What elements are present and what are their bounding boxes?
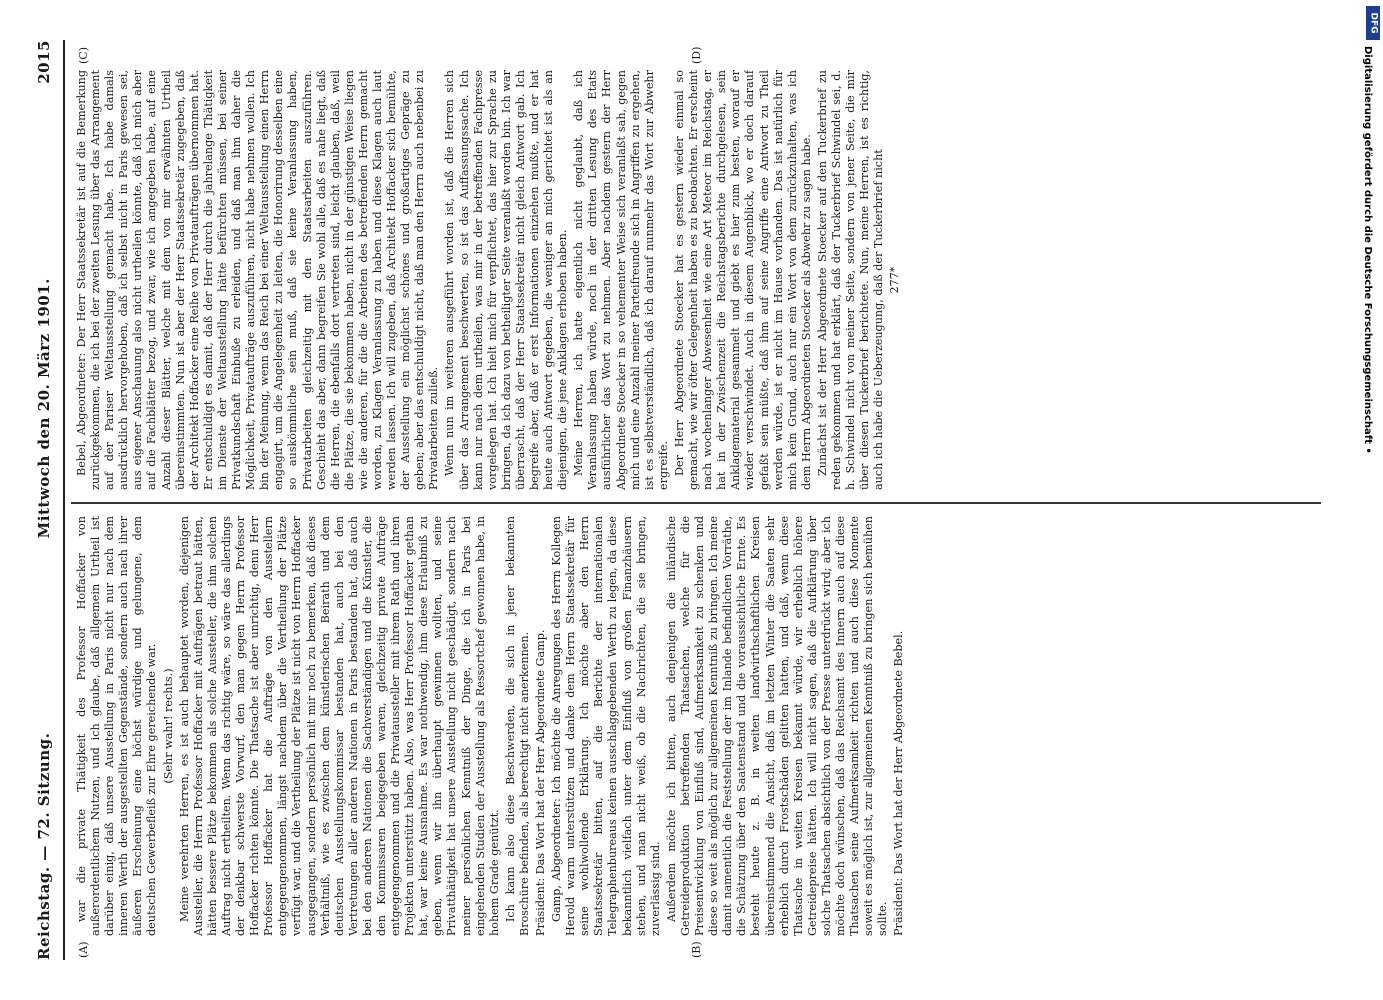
newspaper-page [35, 40, 1325, 960]
margin-mark-a: (A) [77, 941, 90, 958]
header-date: Mittwoch den 20. März 1901. [35, 278, 53, 539]
left-column-paragraph: Außerdem möchte ich bitten, auch denjenigen die inländische Getreideproduktion betreffenden Thatsachen, welche für die Preisentwicklung von Einfluß sind, Aufmerksamkeit zu schenken und diese so weit als möglich zur allgemeinen Kenntniß zu bringen. Ich meine damit namentlich die Feststellung der im Inlande befindlichen Vorräthe, die Schätzung über den Saatenstand und die voraussichtliche Ernte. Es besteht heute z. B. in weiten landwirthschaftlichen Kreisen übereinstimmend die Ansicht, daß im letzten Winter die Saaten sehr erheblich durch Frostschäden gelitten hatten, und daß, wenn diese Thatsache in weiten Kreisen bekannt würde, wir erheblich höhere Getreidepreise hätten. Ich will nicht sagen, daß die Aufklärung über solche Thatsachen absichtlich von der Presse unterdrückt wird; aber ich möchte doch wünschen, daß das Reichsamt des Innern auch auf diese Thatsachen seine Aufmerksamkeit richten und auch diese Momente soweit es möglich ist, zur allgemeinen Kenntniß zu bringen sich bemühen sollte. [664, 516, 890, 936]
left-column-paragraph: Präsident: Das Wort hat der Herr Abgeordnete Bebel. [892, 630, 906, 936]
page-number: 2015 [35, 40, 53, 84]
margin-mark-b: (B) [690, 941, 703, 958]
left-column-paragraph: war die private Thätigkeit des Professor Hoffacker von außerordentlichem Nutzen, und ich glaube, daß allgemein Urtheil ist darüber einig, daß unsere Ausstellung in Paris nicht nur nach dem inneren Werth der ausgestellten Gegenstände, sondern auch nach ihrer äußeren Erscheinung eine höchst würdige und gelungene, dem deutschen Gewerbefleiß zur Ehre gereichende war. [75, 516, 159, 936]
left-column-paragraph: Präsident: Das Wort hat der Herr Abgeordnete Gamp. [534, 629, 547, 936]
right-column-paragraph: Der Herr Abgeordnete Stoecker hat es gestern wieder einmal so gemacht, wie wir öfter Gelegenheit haben es zu beobachten. Er erscheint nach wochenlanger Abwesenheit wie eine Art Meteor im Reichstag, er hat in der Zwischenzeit die Reichstagsberichte durchgelesen, sein Anklagematerial gesammelt und giebt es hier zum besten, worauf er wieder verschwindet. Auch in diesem Augenblick, wo er doch darauf gefaßt sein müßte, daß ihm auf seine Angriffe eine Antwort zu Theil werden würde, ist er nicht im Hause vorhanden. Das ist natürlich für mich kein Grund, auch nur ein Wort von dem zurückzuhalten, was ich dem Herrn Abgeordneten Stoecker als Abwehr zu sagen habe. [672, 70, 813, 490]
header-rule [63, 40, 65, 960]
right-column-paragraph: Meine Herren, ich hatte eigentlich nicht geglaubt, daß ich Veranlassung haben würde, noch in der dritten Lesung des Etats ausführlicher das Wort zu nehmen. Aber nachdem gestern der Herr Abgeordnete Stoecker in so vehementer Weise sich veranlaßt sah, gegen mich und eine Anzahl meiner Parteifreunde sich in Angriffen zu ergehen, ist es selbstverständlich, daß ich darauf nunmehr das Wort zur Abwehr ergreife. [572, 70, 670, 490]
left-column-paragraph: Gamp, Abgeordneter: Ich möchte die Anregungen des Herrn Kollegen Herold warm unterstützen und danke dem Herrn Staatssekretär für seine wohlwollende Erklärung. Ich möchte aber den Herrn Staatssekretär bitten, auf die Berichte der internationalen Telegraphenbureaus keinen ausschlaggebenden Werth zu legen, da diese bekanntlich vielfach unter dem Einfluß von großen Finanzhäusern stehen, und man nicht weiß, ob die Nachrichten, die sie bringen, zuverlässig sind. [550, 516, 662, 936]
header-left: Reichstag. — 72. Sitzung. [35, 732, 53, 960]
credit-text: Digitalisierung gefördert durch die Deutsche Forschungsgemeinschaft • [1362, 46, 1373, 454]
right-column-paragraph: Wenn nun im weiteren ausgeführt worden ist, daß die Herren sich über das Arrangement beschwerten, so ist das Auffassungssache. Ich kann nur nach dem urtheilen, was mir in der betreffenden Fachpresse vorgelegen hat. Ich hielt mich für verpflichtet, das hier zur Sprache zu bringen, da ich dazu von betheiligter Seite veranlaßt worden bin. Ich war überrascht, daß der Herr Staatssekretär nicht gleich Antwort gab. Ich begreife aber, daß er erst Informationen einziehen mußte, und er hat heute auch Antwort gegeben, die weniger an mich gerichtet ist als an diejenigen, die jene Anklagen erhoben haben. [443, 70, 570, 490]
right-column-paragraph: Zunächst ist der Herr Abgeordnete Stoecker auf den Tuckerbrief zu reden gekommen und hat erklärt, daß der Tuckerbrief Schwindel sei, d. h. Schwindel nicht von meiner Seite, sondern von jener Seite, die mir über diesen Tuckerbrief berichtete. Nun, meine Herren, ist es richtig, auch ich habe die Ueberzeugung, daß der Tuckerbrief nicht [815, 70, 886, 490]
left-column [75, 516, 1325, 936]
dfg-logo: DFG [1366, 6, 1380, 40]
margin-mark-c: (C) [77, 47, 90, 64]
left-column-paragraph: (Sehr wahr! rechts.) [161, 668, 175, 784]
margin-mark-d: (D) [690, 46, 703, 64]
left-column-paragraph: Ich kann also diese Beschwerden, die sich in jener bekannten Broschüre befinden, als berechtigt nicht anerkennen. [503, 516, 531, 936]
right-column-paragraph: 277* [888, 266, 902, 294]
right-column-paragraph: Bebel, Abgeordneter: Der Herr Staatssekretär ist auf die Bemerkung zurückgekommen, die ich bei der zweiten Lesung über das Arrangement auf der Pariser Weltausstellung gemacht habe. Ich habe damals ausdrücklich hervorgehoben, daß ich selbst nicht in Paris gewesen sei, aus eigener Anschauung also nicht urtheilen könnte, daß ich mich aber auf die Fachblätter bezog, und zwar, wie ich angegeben habe, auf eine Anzahl dieser Blätter, welche mit dem von mir erwähnten Urtheil übereinstimmten. Nun ist aber der Herr Staatssekretär zugegeben, daß der Architekt Hoffacker eine Reihe von Privataufträgen übernommen hat. Er entschuldigt es damit, daß der Herr durch die jahrelange Thätigkeit im Dienste der Weltausstellung hätte befürchten müssen, bei seiner Privatkundschaft Einbuße zu erleiden, und daß man ihm daher die Möglichkeit, Privataufträge auszuführen, nicht habe nehmen wollen. Ich bin der Meinung, wenn das Reich bei einer Weltausstellung einen Herrn engagirt, um die Angelegenheit zu leiten, die Honorirung desselben eine so auskömmliche sein muß, daß sie keine Veranlassung haben, Privatarbeiten gleichzeitig mit den Staatsarbeiten auszuführen. Geschieht das aber, dann begreifen Sie wohl alle, daß es nahe liegt, daß die Herren, die ebenfalls dort vertreten sind, leicht glauben, daß, weil die Plätze, die sie bekommen haben, nicht in der günstigen Weise liegen wie die anderen, für die die Arbeiten des betreffenden Herrn gemacht worden, zu Klagen Veranlassung zu haben und diese Klagen auch laut werden lassen. Ich will zugeben, daß Architekt Hoffacker sich bemühte, der Ausstellung ein möglichst schönes und großartiges Gepräge zu geben; aber das entschuldigt nicht, daß man den Herrn auch nebenbei zu Privatarbeiten zuließ. [75, 70, 441, 490]
page-header [35, 40, 61, 960]
left-column-paragraph: Meine verehrten Herren, es ist auch behauptet worden, diejenigen Aussteller, die Herrn Professor Hoffacker mit Aufträgen betraut hätten, hätten bessere Plätze bekommen als solche Aussteller, die ihm solchen Auftrag nicht ertheilten. Wenn das richtig wäre, so wäre das allerdings der denkbar schwerste Vorwurf, den man gegen Herrn Professor Hoffacker richten könnte. Die Thatsache ist aber unrichtig, denn Herr Professor Hoffacker hat die Aufträge von den Ausstellern entgegengenommen, längst nachdem über die Vertheilung der Plätze verfügt war, und die Vertheilung der Plätze ist nicht von Herrn Hoffacker ausgegangen, sondern persönlich mit mir noch zu bemerken, daß dieses Verhältniß, wie es zwischen dem künstlerischen Beirath und dem deutschen Ausstellungskommissar bestanden hat, auch bei den Vertretungen aller anderen Nationen in Paris bestanden hat, daß auch bei den anderen Nationen die Sachverständigen und die Künstler, die den Kommissaren beigegeben waren, gleichzeitig private Aufträge entgegengenommen und die Privataussteller mit ihrem Rath und ihren Projekten unterstützt haben. Also, was Herr Professor Hoffacker gethan hat, war keine Ausnahme. Es war nothwendig, ihm diese Erlaubniß zu geben, wenn wir ihn überhaupt gewinnen wollten, und seine Privatthätigkeit hat unsere Ausstellung nicht geschädigt, sondern nach meiner persönlichen Kenntniß der Dinge, die ich in Paris bei eingehenden Studien der Ausstellung als Ressortchef gewonnen habe, in hohem Grade genützt. [177, 516, 501, 936]
digitization-credit [1362, 6, 1380, 646]
column-divider [71, 502, 1321, 504]
right-column [75, 70, 1325, 490]
